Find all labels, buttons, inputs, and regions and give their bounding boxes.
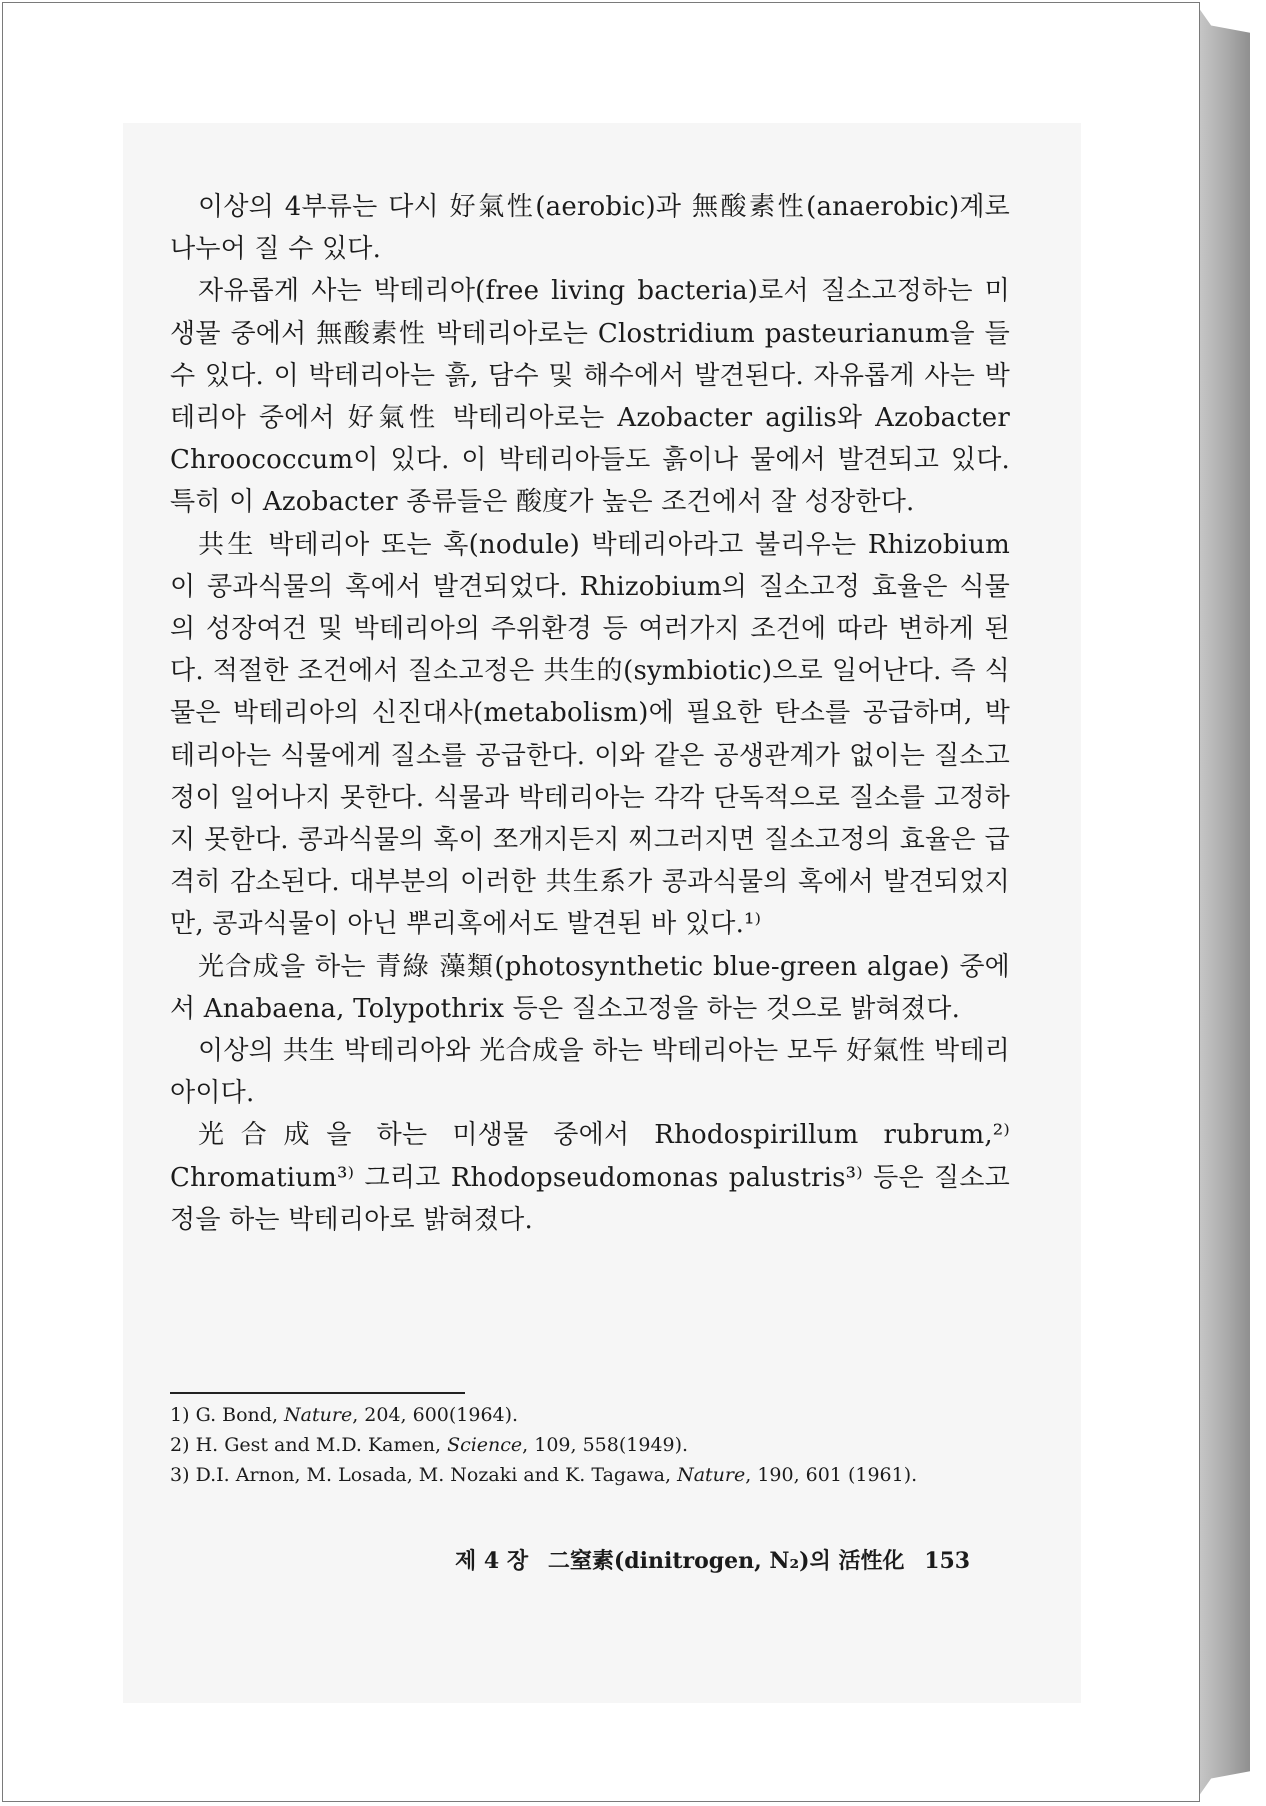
footnote-journal: Nature xyxy=(284,1404,353,1426)
footnote-mark: 2) xyxy=(170,1434,190,1456)
footnotes xyxy=(170,1392,1010,1490)
paragraph-1: 이상의 4부류는 다시 好氣性(aerobic)과 無酸素性(anaerobic)계로 나누어 질 수 있다. xyxy=(170,192,1010,265)
page-stack-edge xyxy=(1196,4,1250,1800)
footnote-citation: , 190, 601 (1961). xyxy=(745,1464,918,1486)
footnote-rule xyxy=(170,1392,465,1394)
paragraph-5: 이상의 共生 박테리아와 光合成을 하는 박테리아는 모두 好氣性 박테리아이다. xyxy=(170,1036,1010,1109)
chapter-title: 二窒素(dinitrogen, N₂)의 活性化 xyxy=(547,1548,905,1574)
chapter-label: 제 4 장 xyxy=(455,1548,529,1574)
footnote-authors: D.I. Arnon, M. Losada, M. Nozaki and K. Tagawa, xyxy=(195,1464,678,1486)
footnote-mark: 1) xyxy=(170,1404,190,1426)
paragraph-4: 光合成을 하는 青綠 藻類(photosynthetic blue-green algae) 중에서 Anabaena, Tolypothrix 등은 질소고정을 하는 것으로 밝혀졌다. xyxy=(170,951,1010,1024)
footnote-citation: , 204, 600(1964). xyxy=(352,1404,519,1426)
paragraph-3: 共生 박테리아 또는 혹(nodule) 박테리아라고 불리우는 Rhizobium이 콩과식물의 혹에서 발견되었다. Rhizobium의 질소고정 효율은 식물의 성장여건 및 박테리아의 주위환경 등 여러가지 조건에 따라 변하게 된다. 적절한 조건에서 질소고정은 共生的(symbiotic)으로 일어난다. 즉 식물은 박테리아의 신진대사(metabolism)에 필요한 탄소를 공급하며, 박테리아는 식물에게 질소를 공급한다. 이와 같은 공생관계가 없이는 질소고정이 일어나지 못한다. 식물과 박테리아는 각각 단독적으로 질소를 고정하지 못한다. 콩과식물의 혹이 쪼개지든지 찌그러지면 질소고정의 효율은 급격히 감소된다. 대부분의 이러한 共生系가 콩과식물의 혹에서 발견되었지만, 콩과식물이 아닌 뿌리혹에서도 발견된 바 있다.¹⁾ xyxy=(170,529,1010,940)
running-footer xyxy=(455,1544,995,1575)
paragraph-6: 光合成을 하는 미생물 중에서 Rhodospirillum rubrum,²⁾ Chromatium³⁾ 그리고 Rhodopseudomonas palustris³⁾ 등은 질소고정을 하는 박테리아로 밝혀졌다. xyxy=(170,1120,1010,1235)
footnote-journal: Science xyxy=(447,1434,523,1456)
footnote-authors: H. Gest and M.D. Kamen, xyxy=(195,1434,448,1456)
footnote-2 xyxy=(170,1430,1010,1460)
footnote-journal: Nature xyxy=(677,1464,746,1486)
footnote-3 xyxy=(170,1460,1010,1490)
paragraph-2: 자유롭게 사는 박테리아(free living bacteria)로서 질소고정하는 미생물 중에서 無酸素性 박테리아로는 Clostridium pasteurianum을 들 수 있다. 이 박테리아는 흙, 담수 및 해수에서 발견된다. 자유롭게 사는 박테리아 중에서 好氣性 박테리아로는 Azobacter agilis와 Azobacter Chroococcum이 있다. 이 박테리아들도 흙이나 물에서 발견되고 있다. 특히 이 Azobacter 종류들은 酸度가 높은 조건에서 잘 성장한다. xyxy=(170,276,1010,518)
page-number: 153 xyxy=(924,1548,971,1574)
footnote-mark: 3) xyxy=(170,1464,190,1486)
footnote-citation: , 109, 558(1949). xyxy=(522,1434,689,1456)
footnote-authors: G. Bond, xyxy=(195,1404,285,1426)
body-text xyxy=(170,186,1010,1241)
footnote-1 xyxy=(170,1400,1010,1430)
